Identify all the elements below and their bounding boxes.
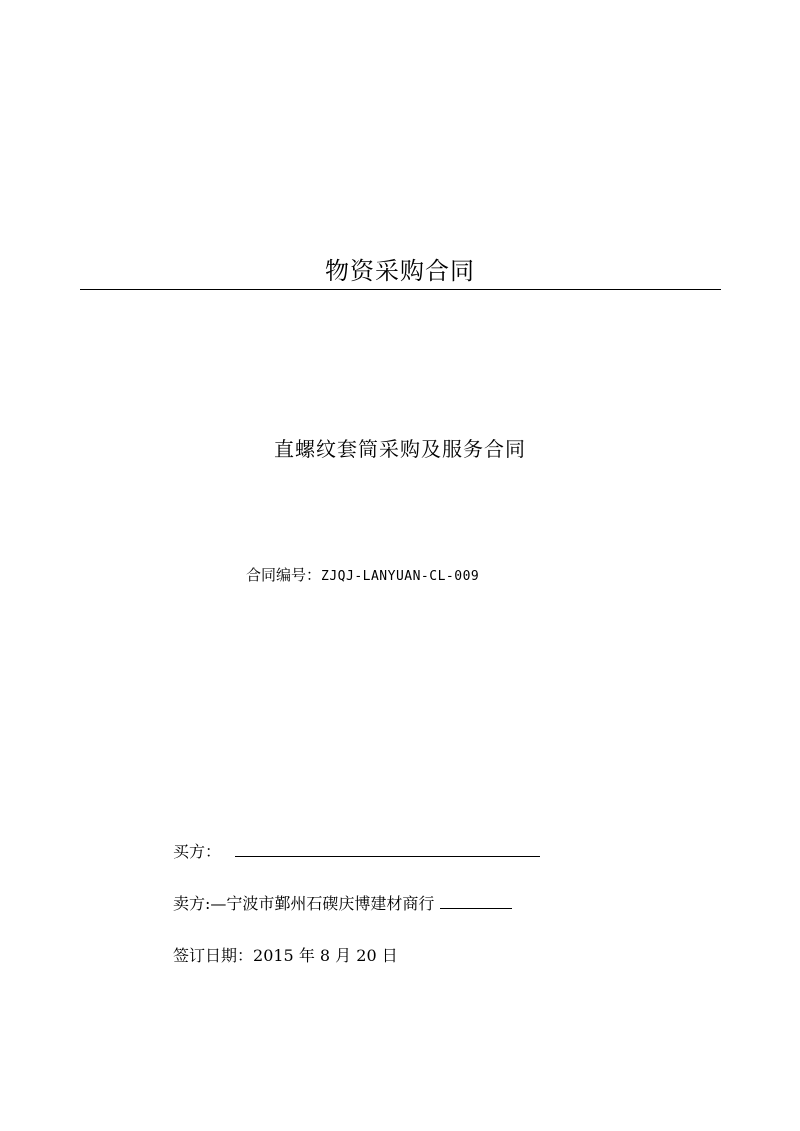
seller-field — [173, 893, 512, 915]
seller-name: —宁波市鄞州石碶庆博建材商行 — [210, 894, 435, 913]
header-divider — [80, 289, 721, 290]
contract-number-value: ZJQJ-LANYUAN-CL-009 — [321, 569, 480, 584]
sign-date-label: 签订日期： — [173, 946, 254, 965]
sign-date-value: 2015 年 8 月 20 日 — [253, 946, 398, 965]
buyer-blank-line — [235, 842, 540, 857]
contract-number-label: 合同编号： — [246, 566, 322, 584]
buyer-label: 买方： — [173, 842, 222, 861]
sign-date-field — [173, 945, 398, 967]
buyer-field — [173, 841, 540, 863]
seller-label: 卖方: — [173, 894, 211, 913]
contract-number — [246, 565, 479, 587]
contract-title: 直螺纹套筒采购及服务合同 — [274, 437, 526, 461]
seller-blank-line — [440, 894, 512, 909]
header-title: 物资采购合同 — [325, 257, 475, 285]
